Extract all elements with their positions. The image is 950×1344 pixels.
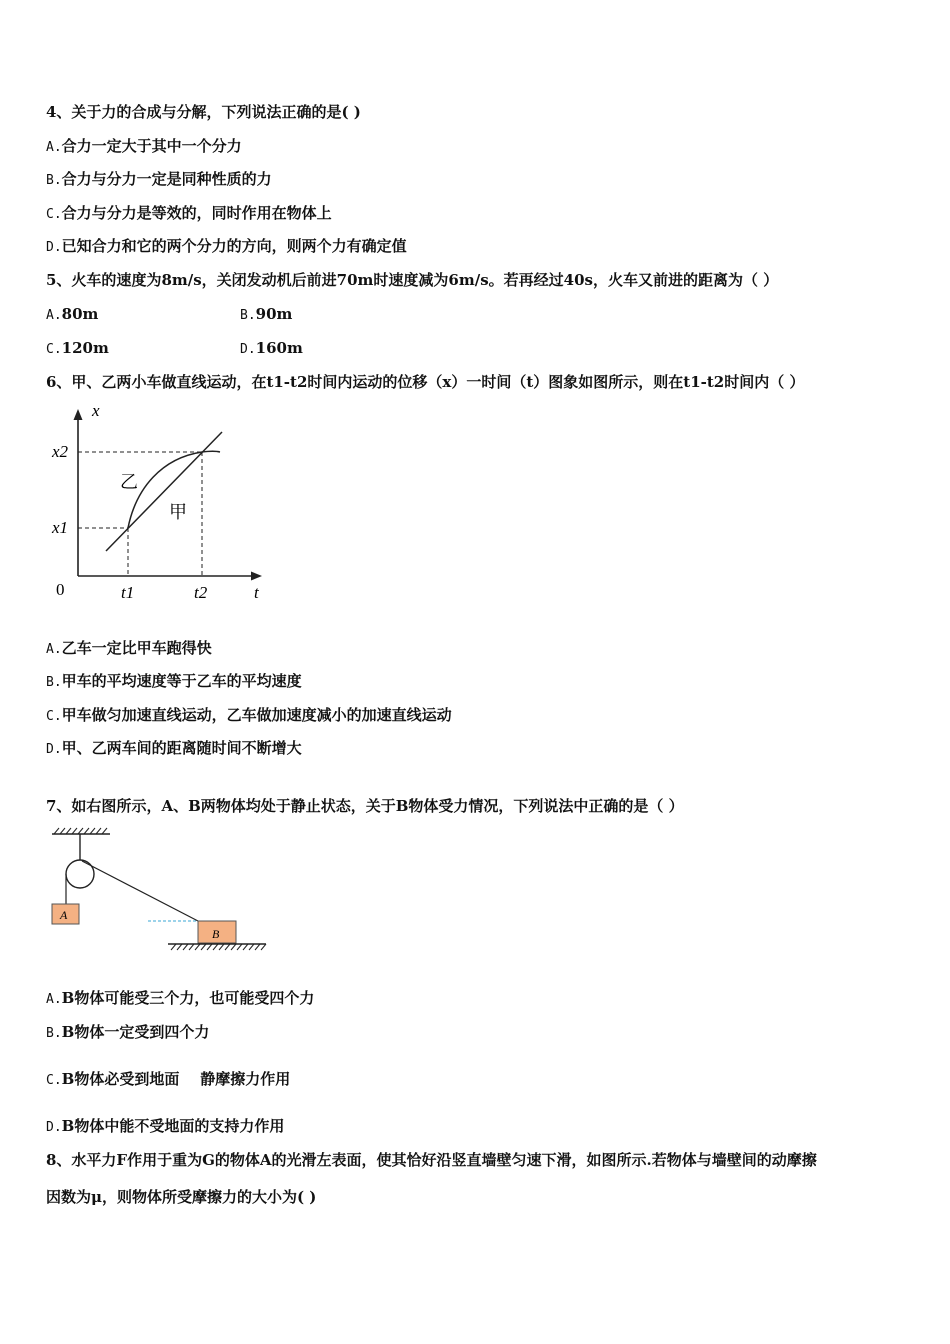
option-text: 120m: [61, 339, 109, 357]
option-key: A.: [46, 308, 62, 323]
q8-stem-line1: 8、水平力F作用于重为G的物体A的光滑左表面，使其恰好沿竖直墙壁匀速下滑，如图所示.若物体与墙壁间的动摩擦: [46, 1151, 817, 1169]
option-key: B.: [240, 308, 256, 323]
q7-stem: 7、如右图所示，A、B两物体均处于静止状态，关于B物体受力情况，下列说法中正确的是（ ）: [46, 797, 684, 815]
option-key: D.: [46, 1120, 62, 1135]
option-text: 合力一定大于其中一个分力: [61, 137, 242, 155]
q6-option-d[interactable]: [46, 738, 302, 760]
option-key: A.: [46, 992, 62, 1007]
block-b-label: B: [212, 927, 220, 941]
q7-option-c[interactable]: [46, 1069, 290, 1091]
q5-option-b[interactable]: [240, 304, 292, 326]
q7-pulley-figure: [44, 824, 274, 958]
q7-option-a[interactable]: [46, 988, 314, 1010]
x1-label: x1: [52, 518, 69, 537]
ground-hatch: [171, 944, 266, 950]
ceiling-hatch: [54, 828, 107, 834]
x-axis-arrow: [74, 409, 83, 420]
q5-stem: 5、火车的速度为8m/s，关闭发动机后前进70m时速度减为6m/s。若再经过40s，火车又前进的距离为（ ）: [46, 271, 779, 289]
option-text: B物体可能受三个力，也可能受四个力: [61, 989, 315, 1007]
q5-option-d[interactable]: [240, 338, 303, 360]
q5-option-a[interactable]: [46, 304, 98, 326]
x-axis-label: x: [92, 401, 100, 420]
option-text: 乙车一定比甲车跑得快: [61, 639, 212, 657]
option-text: B物体必受到地面 静摩擦力作用: [61, 1070, 291, 1088]
option-key: C.: [46, 342, 62, 357]
option-text: B物体中能不受地面的支持力作用: [61, 1117, 285, 1135]
q6-option-b[interactable]: [46, 671, 302, 693]
option-text: 甲、乙两车间的距离随时间不断增大: [61, 739, 302, 757]
q4-option-a[interactable]: [46, 136, 242, 158]
q6-option-c[interactable]: [46, 705, 452, 727]
option-key: B.: [46, 1026, 62, 1041]
option-text: 90m: [255, 305, 293, 323]
q4-option-b[interactable]: [46, 169, 272, 191]
jia-label: 甲: [169, 502, 187, 522]
t-axis-label: t: [254, 583, 259, 602]
option-text: B物体一定受到四个力: [61, 1023, 210, 1041]
q6-stem: 6、甲、乙两小车做直线运动，在t1-t2时间内运动的位移（x）一时间（t）图象如图所示，则在t1-t2时间内（ ）: [46, 373, 805, 391]
block-a-label: A: [60, 908, 68, 922]
option-key: B.: [46, 173, 62, 188]
t2-label: t2: [194, 583, 208, 602]
origin-label: 0: [56, 580, 65, 599]
option-text: 已知合力和它的两个分力的方向，则两个力有确定值: [61, 237, 407, 255]
option-key: B.: [46, 675, 62, 690]
option-key: D.: [240, 342, 256, 357]
option-key: A.: [46, 140, 62, 155]
option-text: 甲车做匀加速直线运动，乙车做加速度减小的加速直线运动: [61, 706, 452, 724]
q6-option-a[interactable]: [46, 638, 212, 660]
option-text: 合力与分力一定是同种性质的力: [61, 170, 272, 188]
q8-stem-line2: 因数为μ，则物体所受摩擦力的大小为( ): [46, 1188, 317, 1206]
yi-label: 乙: [120, 472, 138, 492]
q7-option-b[interactable]: [46, 1022, 209, 1044]
option-text: 160m: [255, 339, 303, 357]
q7-option-d[interactable]: [46, 1116, 284, 1138]
option-text: 80m: [61, 305, 99, 323]
q4-option-d[interactable]: [46, 236, 407, 258]
option-key: C.: [46, 709, 62, 724]
q6-xt-graph: [44, 396, 274, 610]
option-key: A.: [46, 642, 62, 657]
x2-label: x2: [52, 442, 69, 461]
pulley: [66, 860, 94, 888]
option-key: C.: [46, 1073, 62, 1088]
rope-b: [82, 861, 198, 921]
q5-option-c[interactable]: [46, 338, 109, 360]
option-text: 甲车的平均速度等于乙车的平均速度: [61, 672, 302, 690]
option-key: D.: [46, 742, 62, 757]
q4-stem: 4、关于力的合成与分解，下列说法正确的是( ): [46, 103, 361, 121]
q4-option-c[interactable]: [46, 203, 332, 225]
t1-label: t1: [121, 583, 135, 602]
option-key: D.: [46, 240, 62, 255]
option-key: C.: [46, 207, 62, 222]
t-axis-arrow: [251, 572, 262, 581]
option-text: 合力与分力是等效的，同时作用在物体上: [61, 204, 332, 222]
